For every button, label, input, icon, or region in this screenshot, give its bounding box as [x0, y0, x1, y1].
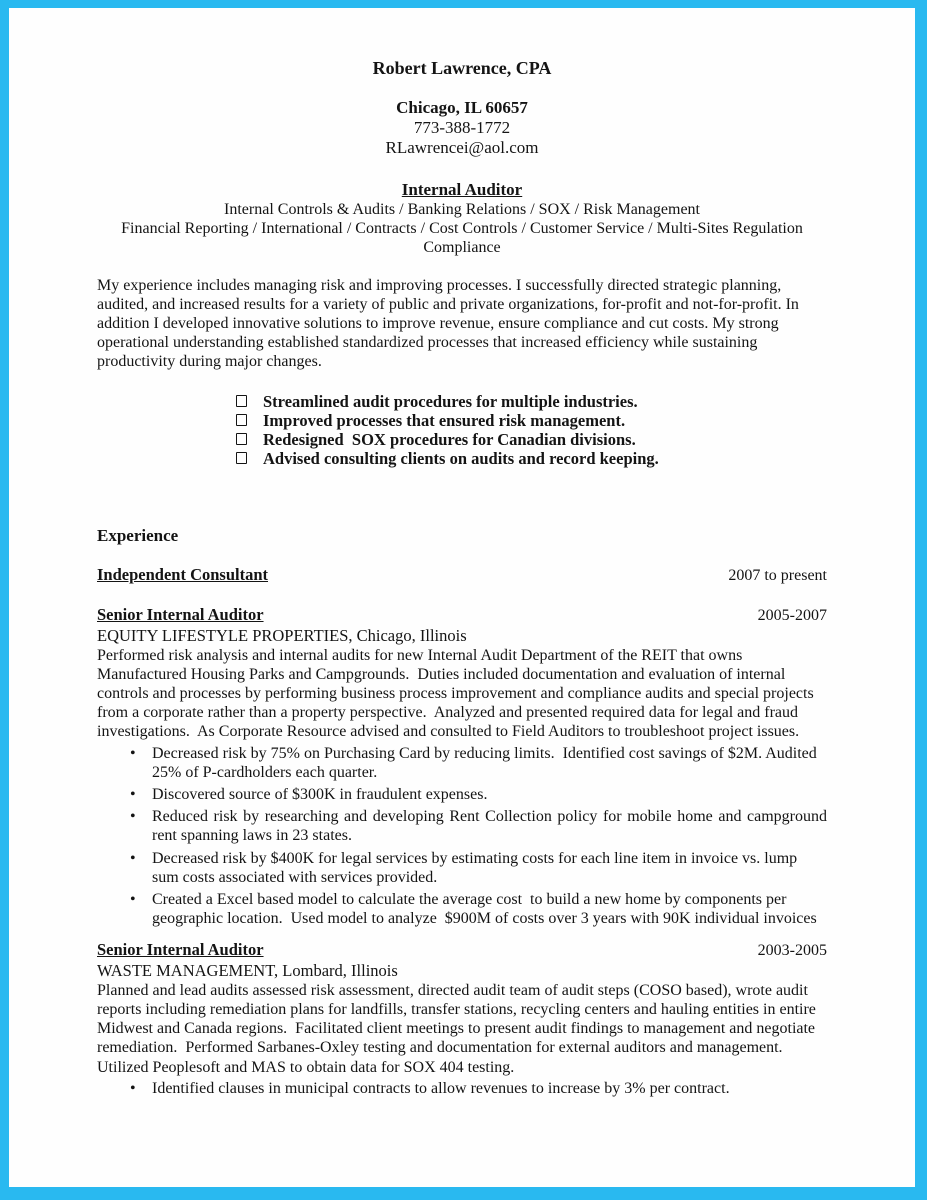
- highlight-text: Streamlined audit procedures for multiple industries.: [263, 391, 638, 411]
- job-dates: 2005-2007: [757, 607, 827, 625]
- job-title: Senior Internal Auditor: [97, 940, 264, 960]
- job-company: WASTE MANAGEMENT, Lombard, Illinois: [97, 961, 398, 981]
- checkbox-icon: [236, 433, 247, 445]
- job-title-row: [97, 605, 827, 626]
- skills-line-1: Internal Controls & Audits / Banking Relations / SOX / Risk Management: [224, 201, 700, 218]
- highlight-item: [236, 430, 827, 449]
- person-name: Robert Lawrence, CPA: [372, 58, 552, 78]
- checkbox-icon: [236, 395, 247, 407]
- job-title: Senior Internal Auditor: [97, 605, 264, 625]
- bullet-item: [97, 785, 827, 804]
- job-waste-management: [97, 940, 827, 1097]
- bullet-text: Reduced risk by researching and developing Rent Collection policy for mobile home and campground rent spanning laws in 23 states.: [152, 808, 831, 845]
- resume-title: Internal Auditor: [401, 180, 523, 199]
- job-dates: 2003-2005: [757, 942, 827, 960]
- highlight-text: Improved processes that ensured risk management.: [263, 410, 626, 430]
- bullet-text: Discovered source of $300K in fraudulent expenses.: [152, 786, 488, 804]
- job-title: Independent Consultant: [97, 565, 269, 585]
- highlight-text: Redesigned SOX procedures for Canadian divisions.: [263, 430, 636, 450]
- bullet-text: Decreased risk by $400K for legal services by estimating costs for each line item in invoice vs. lump sum costs associated with services provided.: [152, 849, 802, 886]
- job-description: Planned and lead audits assessed risk assessment, directed audit team of audit steps (COSO based), wrote audit reports including remediation plans for landfills, transfer stations, recycling centers and hauling entities in entire Midwest and Canada regions. Facilitated client meetings to present audit findings to management and negotiate remediation. Performed Sarbanes-Oxley testing and documentation for external auditors and management. Utilized Peoplesoft and MAS to obtain data for SOX 404 testing.: [97, 981, 820, 1076]
- bullet-item: [97, 744, 827, 782]
- contact-block: [97, 98, 827, 158]
- checkbox-icon: [236, 452, 247, 464]
- job-company: EQUITY LIFESTYLE PROPERTIES, Chicago, Illinois: [97, 626, 467, 646]
- checkbox-icon: [236, 414, 247, 426]
- job-bullet-list: [97, 1079, 827, 1098]
- job-title-row: [97, 940, 827, 961]
- highlight-text: Advised consulting clients on audits and record keeping.: [263, 449, 659, 469]
- bullet-icon: •: [130, 808, 136, 826]
- contact-phone: 773-388-1772: [413, 118, 511, 137]
- bullet-item: [97, 807, 831, 845]
- bullet-item: [97, 849, 827, 887]
- highlight-item: [236, 392, 827, 411]
- bullet-icon: •: [130, 849, 136, 867]
- highlight-item: [236, 411, 827, 430]
- highlight-item: [236, 449, 827, 468]
- job-dates: 2007 to present: [728, 567, 827, 585]
- bullet-item: [97, 1079, 827, 1098]
- bullet-icon: •: [130, 744, 136, 762]
- experience-heading: Experience: [97, 526, 179, 546]
- contact-city: Chicago, IL 60657: [396, 98, 528, 117]
- bullet-text: Decreased risk by 75% on Purchasing Card by reducing limits. Identified cost savings of $2M. Audited 25% of P-cardholders each quarter.: [152, 744, 821, 781]
- title-block: [97, 180, 827, 258]
- job-title-row: [97, 565, 827, 586]
- contact-email: RLawrencei@aol.com: [385, 138, 539, 157]
- job-bullet-list: [97, 744, 831, 929]
- skills-line-2: Financial Reporting / International / Contracts / Cost Controls / Customer Service / Multi-Sites Regulation Compliance: [121, 220, 807, 257]
- bullet-text: Created a Excel based model to calculate the average cost to build a new home by components per geographic location. Used model to analyze $900M of costs over 3 years with 90K individual invoices: [152, 891, 817, 928]
- bullet-icon: •: [130, 1079, 136, 1097]
- job-description: Performed risk analysis and internal audits for new Internal Audit Department of the REIT that owns Manufactured Housing Parks and Campgrounds. Duties included documentation and evaluation of internal controls and processes by performing business process improvement and compliance audits and special projects from a corporate rather than a property perspective. Analyzed and presented required data for legal and fraud investigations. As Corporate Resource advised and consulted to Field Auditors to troubleshoot project issues.: [97, 646, 818, 741]
- highlights-list: [97, 392, 827, 469]
- summary-paragraph: My experience includes managing risk and improving processes. I successfully directed strategic planning, audited, and increased results for a variety of public and private organizations, for-profit and not-for-profit. In addition I developed innovative solutions to improve revenue, ensure compliance and cut costs. My strong operational understanding established standardized processes that increased efficiency while sustaining productivity during major changes.: [97, 276, 803, 371]
- bullet-text: Identified clauses in municipal contracts to allow revenues to increase by 3% per contract.: [152, 1079, 730, 1097]
- job-independent-consultant: [97, 565, 827, 586]
- bullet-icon: •: [130, 786, 136, 804]
- bullet-item: [97, 890, 827, 928]
- job-equity-lifestyle: [97, 605, 831, 928]
- bullet-icon: •: [130, 891, 136, 909]
